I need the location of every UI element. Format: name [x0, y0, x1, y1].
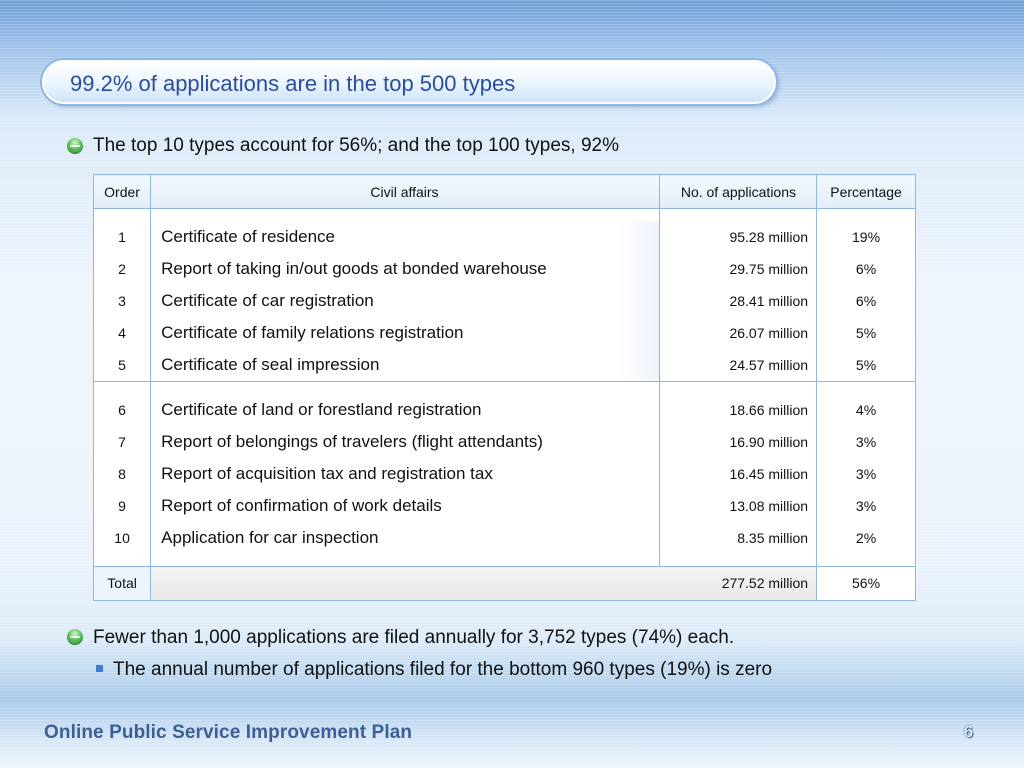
table-row: [94, 522, 916, 554]
table-row: [94, 394, 916, 426]
table-total-row: [94, 566, 916, 600]
civil-cell: Certificate of seal impression: [151, 349, 660, 381]
order-cell: 9: [94, 490, 151, 522]
pct-cell: 5%: [817, 349, 916, 381]
pct-cell: 2%: [817, 522, 916, 554]
order-cell: 2: [94, 253, 151, 285]
green-bullet-icon: [67, 138, 83, 154]
pct-cell: 19%: [817, 221, 916, 253]
civil-affairs-table: [93, 174, 916, 601]
total-percentage: 56%: [817, 566, 916, 600]
civil-cell: Certificate of residence: [151, 221, 660, 253]
order-cell: 5: [94, 349, 151, 381]
pct-cell: 4%: [817, 394, 916, 426]
order-cell: 1: [94, 221, 151, 253]
apps-cell: 95.28 million: [659, 221, 816, 253]
header-applications: No. of applications: [659, 175, 816, 209]
pct-cell: 3%: [817, 490, 916, 522]
pct-cell: 6%: [817, 285, 916, 317]
table-row: [94, 317, 916, 349]
civil-cell: Application for car inspection: [151, 522, 660, 554]
apps-cell: 16.45 million: [659, 458, 816, 490]
slide-title: 99.2% of applications are in the top 500 types: [70, 71, 516, 96]
green-bullet-icon: [67, 629, 83, 645]
apps-cell: 26.07 million: [659, 317, 816, 349]
apps-cell: 18.66 million: [659, 394, 816, 426]
civil-cell: Certificate of family relations registration: [151, 317, 660, 349]
order-cell: 4: [94, 317, 151, 349]
order-cell: 3: [94, 285, 151, 317]
square-bullet-icon: [96, 665, 103, 672]
order-cell: 7: [94, 426, 151, 458]
header-civil-affairs: Civil affairs: [151, 175, 660, 209]
table-header-row: [94, 175, 916, 209]
pct-cell: 3%: [817, 458, 916, 490]
civil-cell: Report of taking in/out goods at bonded warehouse: [151, 253, 660, 285]
sub-bullet-text: The annual number of applications filed for the bottom 960 types (19%) is zero: [113, 659, 773, 680]
pct-cell: 3%: [817, 426, 916, 458]
apps-cell: 16.90 million: [659, 426, 816, 458]
table-body: [94, 209, 916, 601]
civil-cell: Report of belongings of travelers (flight attendants): [151, 426, 660, 458]
order-cell: 10: [94, 522, 151, 554]
footer-title: Online Public Service Improvement Plan: [44, 722, 413, 743]
table-row: [94, 490, 916, 522]
table-row: [94, 285, 916, 317]
pct-cell: 6%: [817, 253, 916, 285]
header-order: Order: [94, 175, 151, 209]
order-cell: 6: [94, 394, 151, 426]
table-row: [94, 349, 916, 381]
table-row: [94, 426, 916, 458]
table-row: [94, 458, 916, 490]
bullet-text-top10: The top 10 types account for 56%; and the top 100 types, 92%: [93, 135, 620, 156]
order-cell: 8: [94, 458, 151, 490]
total-applications: 277.52 million: [151, 566, 817, 600]
table-row: [94, 221, 916, 253]
apps-cell: 29.75 million: [659, 253, 816, 285]
page-number: 6: [964, 724, 973, 741]
civil-cell: Certificate of car registration: [151, 285, 660, 317]
apps-cell: 8.35 million: [659, 522, 816, 554]
pct-cell: 5%: [817, 317, 916, 349]
total-label: Total: [94, 566, 151, 600]
apps-cell: 24.57 million: [659, 349, 816, 381]
slide-title-bar: [42, 60, 776, 104]
header-percentage: Percentage: [817, 175, 916, 209]
civil-cell: Report of confirmation of work details: [151, 490, 660, 522]
apps-cell: 28.41 million: [659, 285, 816, 317]
civil-cell: Report of acquisition tax and registration tax: [151, 458, 660, 490]
table-row: [94, 253, 916, 285]
bullet-text-fewer: Fewer than 1,000 applications are filed annually for 3,752 types (74%) each.: [93, 627, 735, 648]
apps-cell: 13.08 million: [659, 490, 816, 522]
civil-cell: Certificate of land or forestland registration: [151, 394, 660, 426]
